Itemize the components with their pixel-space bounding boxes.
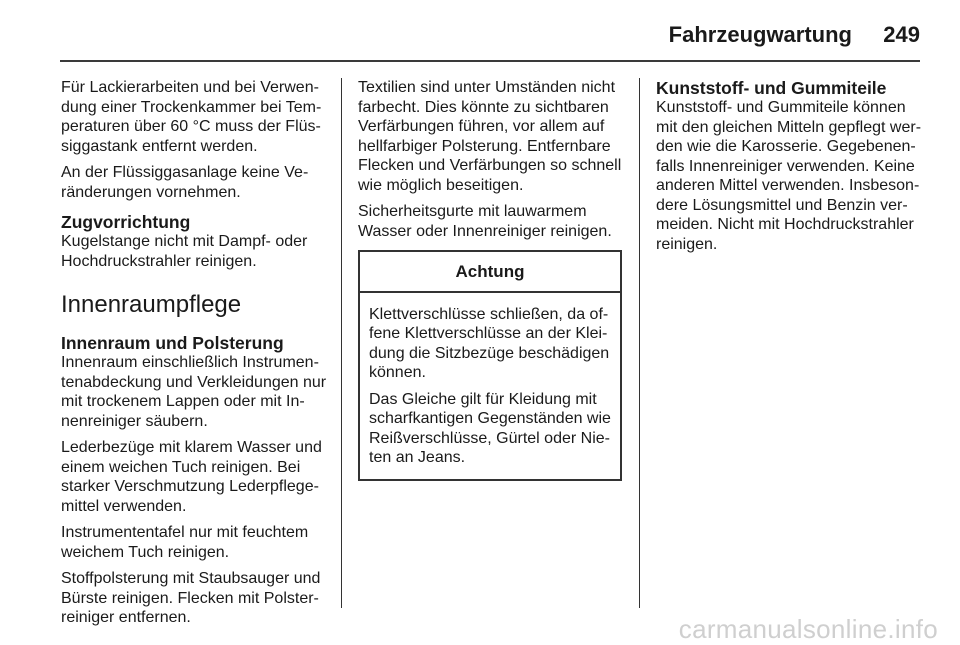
- text-line: Innenraum einschließlich Instrumen-: [61, 354, 319, 371]
- text-line: An der Flüssiggasanlage keine Ve-: [61, 164, 309, 181]
- page-header: [0, 0, 960, 60]
- text-line: mit trockenem Lappen oder mit In-: [61, 393, 305, 410]
- heading-zugvorrichtung: Zugvorrichtung: [61, 212, 191, 232]
- text-line: dung einer Trockenkammer bei Tem-: [61, 98, 322, 116]
- text-line: wie möglich beseitigen.: [358, 176, 524, 194]
- warning-title: Achtung: [360, 252, 620, 293]
- column-3: [656, 78, 924, 261]
- text-line: Lederbezüge mit klarem Wasser und: [61, 439, 322, 456]
- page-number: 249: [883, 22, 920, 47]
- column-divider: [639, 78, 640, 608]
- heading-kunststoff-gummiteile: Kunststoff- und Gummiteile: [656, 78, 887, 98]
- text-line: fene Klettverschlüsse an der Klei-: [369, 325, 608, 342]
- text-line: reiniger entfernen.: [61, 609, 191, 626]
- text-line: einem weichen Tuch reinigen. Bei: [61, 458, 301, 476]
- text-line: ränderungen vornehmen.: [61, 183, 241, 201]
- text-line: den wie die Karosserie. Gegebenen-: [656, 138, 916, 155]
- text-line: Instrumententafel nur mit feuchtem: [61, 524, 309, 541]
- column-1: [61, 78, 329, 635]
- text-line: Hochdruckstrahler reinigen.: [61, 252, 257, 270]
- text-line: Stoffpolsterung mit Staubsauger und: [61, 570, 321, 587]
- paragraph: [61, 523, 329, 562]
- text-line: siggastank entfernt werden.: [61, 137, 258, 155]
- paragraph: [61, 353, 329, 431]
- text-line: nenreiniger säubern.: [61, 412, 208, 430]
- column-2: [358, 78, 628, 481]
- text-line: Verfärbungen führen, vor allem auf: [358, 118, 605, 135]
- paragraph: [369, 305, 611, 383]
- paragraph: [61, 232, 329, 271]
- text-line: dung die Sitzbezüge beschädigen: [369, 344, 610, 362]
- text-line: Reißverschlüsse, Gürtel oder Nie-: [369, 429, 610, 447]
- text-line: Flecken und Verfärbungen so schnell: [358, 157, 622, 174]
- text-line: Klettverschlüsse schließen, da of-: [369, 305, 609, 323]
- text-line: Kunststoff- und Gummiteile können: [656, 99, 906, 116]
- column-divider: [341, 78, 342, 608]
- page-title: Fahrzeugwartung: [668, 22, 852, 47]
- text-line: Textilien sind unter Umständen nicht: [358, 79, 616, 96]
- text-line: peraturen über 60 °C muss der Flüs-: [61, 118, 321, 135]
- text-line: mittel verwenden.: [61, 497, 187, 515]
- text-line: anderen Mittel verwenden. Insbeson-: [656, 177, 920, 194]
- text-line: hellfarbiger Polsterung. Entfernbare: [358, 137, 611, 155]
- paragraph: [358, 202, 628, 241]
- text-line: Für Lackierarbeiten und bei Verwen-: [61, 79, 319, 96]
- text-line: meiden. Nicht mit Hochdruckstrahler: [656, 216, 914, 233]
- paragraph: [656, 98, 924, 254]
- text-line: Kugelstange nicht mit Dampf- oder: [61, 233, 308, 250]
- text-line: farbecht. Dies könnte zu sichtbaren: [358, 98, 609, 116]
- text-line: starker Verschmutzung Lederpflege-: [61, 478, 319, 495]
- section-heading-innenraumpflege: Innenraumpflege: [61, 291, 242, 318]
- text-line: Bürste reinigen. Flecken mit Polster-: [61, 589, 319, 607]
- warning-body: [360, 293, 620, 479]
- paragraph: [369, 390, 611, 468]
- text-line: Das Gleiche gilt für Kleidung mit: [369, 390, 597, 408]
- paragraph: [61, 569, 329, 628]
- text-line: dere Lösungsmittel und Benzin ver-: [656, 196, 908, 214]
- text-line: Sicherheitsgurte mit lauwarmem: [358, 203, 587, 220]
- paragraph: [358, 78, 628, 195]
- warning-box: [358, 250, 622, 481]
- text-line: Wasser oder Innenreiniger reinigen.: [358, 222, 612, 240]
- text-line: mit den gleichen Mitteln gepflegt wer-: [656, 118, 922, 136]
- watermark: carmanualsonline.info: [678, 614, 938, 644]
- text-line: können.: [369, 364, 426, 381]
- text-line: tenabdeckung und Verkleidungen nur: [61, 373, 327, 391]
- paragraph: [61, 78, 329, 156]
- text-line: weichem Tuch reinigen.: [61, 543, 230, 561]
- heading-innenraum-polsterung: Innenraum und Polsterung: [61, 333, 284, 353]
- text-line: falls Innenreiniger verwenden. Keine: [656, 157, 915, 175]
- paragraph: [61, 438, 329, 516]
- text-line: ten an Jeans.: [369, 449, 466, 466]
- header-rule: [60, 60, 920, 62]
- paragraph: [61, 163, 329, 202]
- text-line: scharfkantigen Gegenständen wie: [369, 410, 611, 427]
- text-line: reinigen.: [656, 235, 718, 253]
